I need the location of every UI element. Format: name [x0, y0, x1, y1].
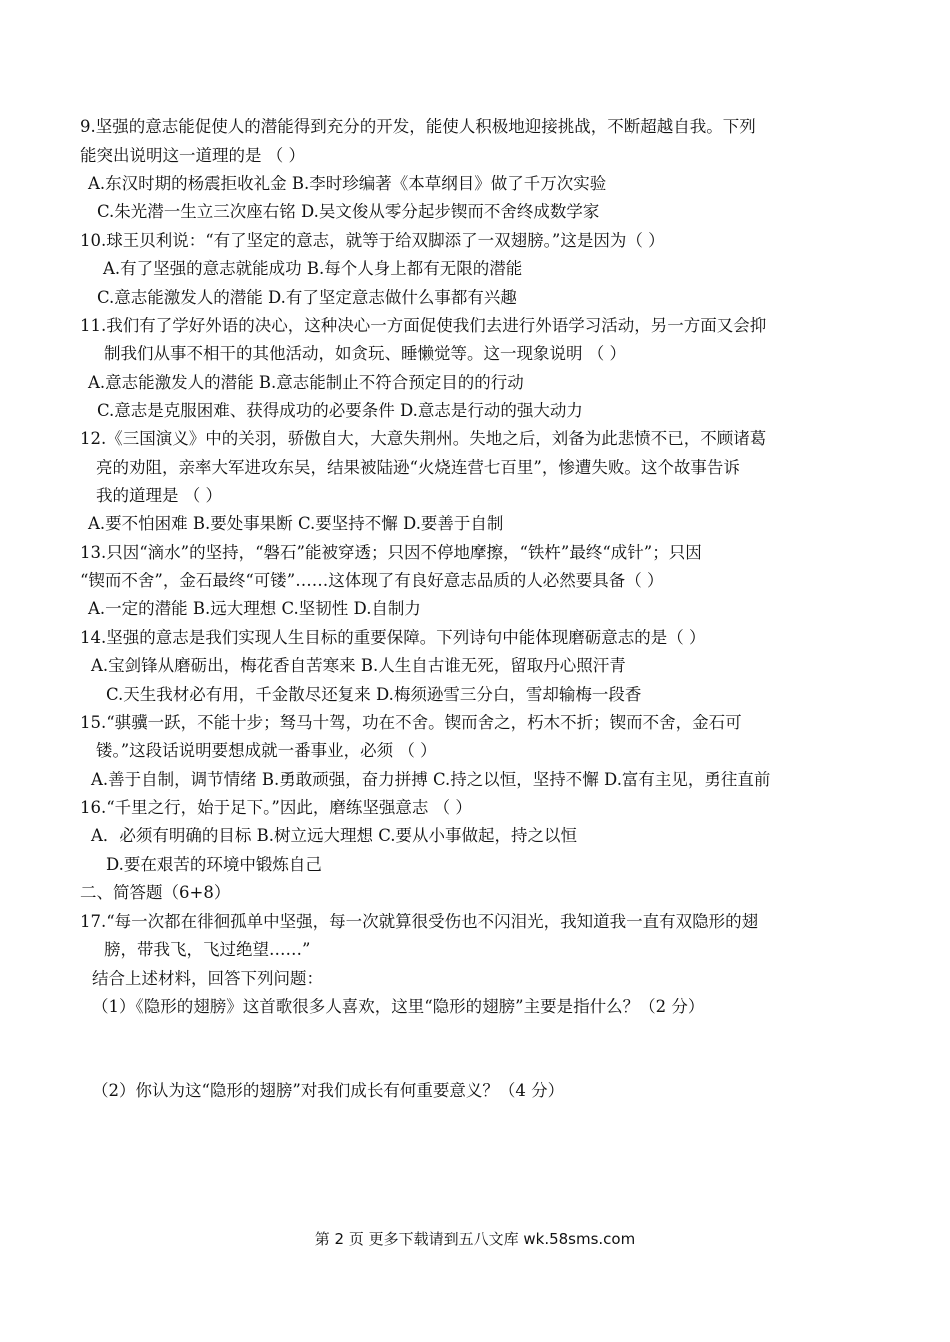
- section-title: 二、简答题（6+8）: [80, 883, 231, 902]
- q11-stem-line2: 制我们从事不相干的其他活动，如贪玩、睡懒觉等。这一现象说明 （ ）: [104, 344, 626, 363]
- q10-options-cd: C.意志能激发人的潜能 D.有了坚定意志做什么事都有兴趣: [97, 288, 517, 307]
- q11-options-ab: A.意志能激发人的潜能 B.意志能制止不符合预定目的的行动: [88, 373, 524, 392]
- q16-options-abc: A．必须有明确的目标 B.树立远大理想 C.要从小事做起，持之以恒: [91, 826, 578, 845]
- q16-stem: 16.“千里之行，始于足下。”因此，磨练坚强意志 （ ）: [80, 798, 472, 817]
- q14-options-cd: C.天生我材必有用，千金散尽还复来 D.梅须逊雪三分白，雪却输梅一段香: [106, 685, 642, 704]
- q14-stem: 14.坚强的意志是我们实现人生目标的重要保障。下列诗句中能体现磨砺意志的是（ ）: [80, 628, 706, 647]
- q17-stem-line1: 17.“每一次都在徘徊孤单中坚强，每一次就算很受伤也不闪泪光，我知道我一直有双隐形的翅: [80, 912, 759, 931]
- page-footer: 第 2 页 更多下载请到五八文库 wk.58sms.com: [314, 1230, 636, 1248]
- q13-stem-line2: “锲而不舍”，金石最终“可镂”……这体现了有良好意志品质的人必然要具备（ ）: [80, 571, 664, 590]
- q17-subquestion-1: （1）《隐形的翅膀》这首歌很多人喜欢，这里“隐形的翅膀”主要是指什么？（2 分）: [92, 997, 705, 1016]
- q12-options: A.要不怕困难 B.要处事果断 C.要坚持不懈 D.要善于自制: [88, 514, 504, 533]
- q15-options: A.善于自制，调节情绪 B.勇敢顽强，奋力拼搏 C.持之以恒，坚持不懈 D.富有主见，勇往直前: [91, 770, 771, 789]
- q10-options-ab: A.有了坚强的意志就能成功 B.每个人身上都有无限的潜能: [103, 259, 523, 278]
- q11-stem-line1: 11.我们有了学好外语的决心，这种决心一方面促使我们去进行外语学习活动，另一方面又会抑: [80, 316, 767, 335]
- q10-stem: 10.球王贝利说：“有了坚定的意志，就等于给双脚添了一双翅膀。”这是因为（ ）: [80, 231, 665, 250]
- q14-options-ab: A.宝剑锋从磨砺出，梅花香自苦寒来 B.人生自古谁无死，留取丹心照汗青: [91, 656, 626, 675]
- q17-instruction: 结合上述材料，回答下列问题：: [92, 969, 323, 988]
- q15-stem-line1: 15.“骐骥一跃，不能十步；驽马十驾，功在不舍。锲而舍之，朽木不折；锲而不舍，金石可: [80, 713, 742, 732]
- q16-option-d: D.要在艰苦的环境中锻炼自己: [106, 855, 322, 874]
- q9-stem-line1: 9.坚强的意志能促使人的潜能得到充分的开发，能使人积极地迎接挑战，不断超越自我。下列: [80, 117, 756, 136]
- q15-stem-line2: 镂。”这段话说明要想成就一番事业，必须 （ ）: [96, 741, 437, 760]
- q17-stem-line2: 膀，带我飞，飞过绝望……”: [104, 940, 311, 959]
- q9-options-cd: C.朱光潜一生立三次座右铭 D.吴文俊从零分起步锲而不舍终成数学家: [97, 202, 600, 221]
- q12-stem-line1: 12.《三国演义》中的关羽，骄傲自大，大意失荆州。失地之后，刘备为此悲愤不已，不顾诸葛: [80, 429, 767, 448]
- q9-stem-line2: 能突出说明这一道理的是 （ ）: [80, 146, 305, 165]
- q9-options-ab: A.东汉时期的杨震拒收礼金 B.李时珍编著《本草纲目》做了千万次实验: [88, 174, 607, 193]
- q13-stem-line1: 13.只因“滴水”的坚持，“磐石”能被穿透；只因不停地摩擦，“铁杵”最终“成针”；只因: [80, 543, 702, 562]
- q12-stem-line3: 我的道理是 （ ）: [96, 486, 222, 505]
- q12-stem-line2: 亮的劝阻，亲率大军进攻东吴，结果被陆逊“火烧连营七百里”，惨遭失败。这个故事告诉: [96, 458, 740, 477]
- q11-options-cd: C.意志是克服困难、获得成功的必要条件 D.意志是行动的强大动力: [97, 401, 583, 420]
- q17-subquestion-2: （2）你认为这“隐形的翅膀”对我们成长有何重要意义？（4 分）: [92, 1081, 565, 1100]
- q13-options: A.一定的潜能 B.远大理想 C.坚韧性 D.自制力: [88, 599, 421, 618]
